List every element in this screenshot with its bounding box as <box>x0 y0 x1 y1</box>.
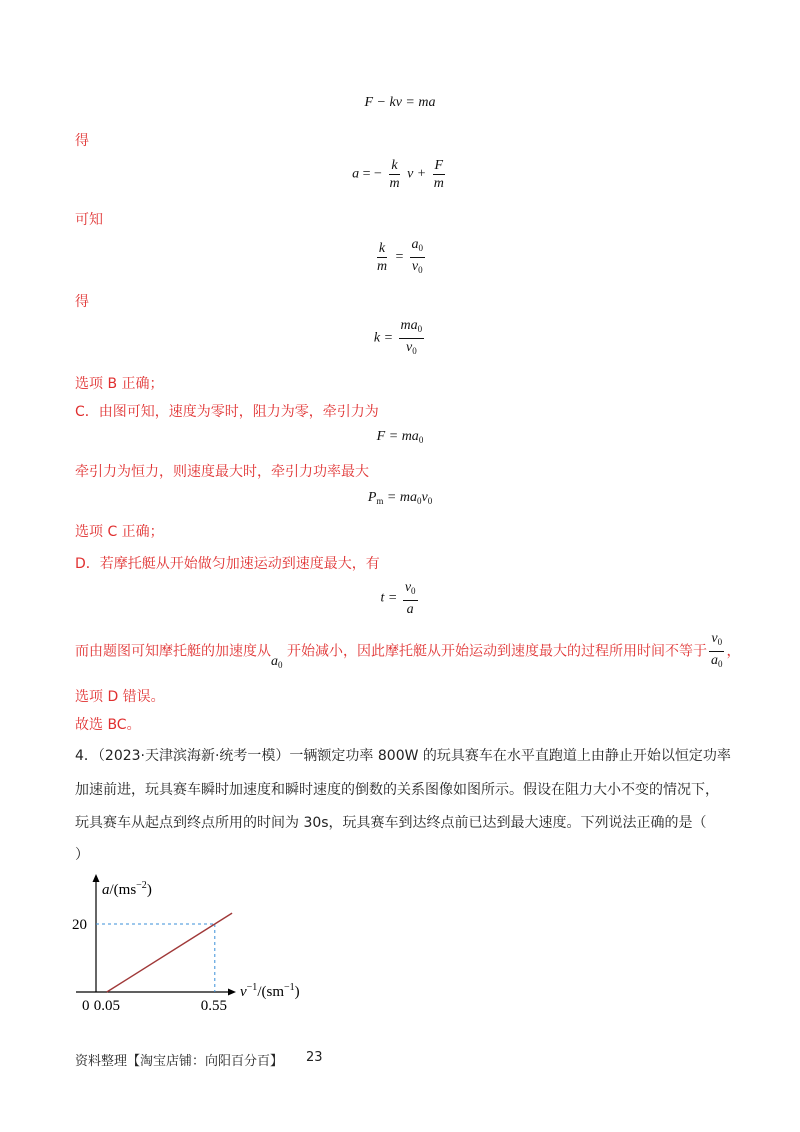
fraction <box>399 318 425 359</box>
eq-lhs: F − kv <box>364 95 402 110</box>
data-line-extension <box>215 913 232 924</box>
question-4-line-1: 4．（2023·天津滨海新·统考一模）一辆额定功率 800W 的玩具赛车在水平直跑道上由静止开始以恒定功率 <box>75 748 731 764</box>
chart-a-vs-inverse-v <box>60 868 340 1018</box>
origin-label: 0 <box>82 998 90 1014</box>
subscript: 0 <box>418 265 423 275</box>
symbol: v <box>405 340 413 355</box>
line-answer: 故选 BC。 <box>75 717 141 733</box>
numerator <box>399 318 425 339</box>
label-kezhi: 可知 <box>75 212 103 228</box>
symbol: a <box>411 237 419 252</box>
equation-k: k = $\frac{ma_0}{v_0}$ <box>0 318 800 359</box>
comma: ， <box>726 643 741 660</box>
eq-op: = − <box>362 166 382 182</box>
equation-newton: F − kv = ma <box>364 95 436 110</box>
fraction <box>403 580 418 617</box>
subscript: m <box>376 496 384 506</box>
line-option-c-constant: 牵引力为恒力，则速度最大时，牵引力功率最大 <box>75 464 369 480</box>
denominator: m <box>376 259 388 274</box>
fraction <box>410 237 426 278</box>
subscript: 0 <box>417 324 423 334</box>
denominator <box>709 652 725 672</box>
fraction <box>432 158 446 191</box>
text-part-1: 而由题图可知摩托艇的加速度从 <box>75 643 271 660</box>
x-axis-label: $v^{-1}/(sm^{-1})$ <box>240 982 300 1000</box>
line-option-c-correct: 选项 C 正确； <box>75 524 164 540</box>
symbol: a <box>710 653 718 668</box>
y-axis-exp: −2 <box>136 880 147 891</box>
line-option-d-wrong: 选项 D 错误。 <box>75 689 165 705</box>
subscript: 0 <box>427 496 433 506</box>
x-tick-label: 0.05 <box>93 998 121 1014</box>
text-part-2: 开始减小，因此摩托艇从开始运动到速度最大的过程所用时间不等于 <box>286 643 707 660</box>
subscript: 0 <box>717 659 723 669</box>
equation-ratio: $\frac{k}{m}$ = $\frac{a_0}{v_0}$ <box>0 237 800 278</box>
subscript: 0 <box>416 496 422 506</box>
eq-lhs: F <box>376 429 386 444</box>
denominator: m <box>433 176 444 191</box>
subscript: 0 <box>418 435 424 445</box>
label-de-1: 得 <box>75 133 89 149</box>
eq-mid: v + <box>407 166 427 182</box>
symbol: v <box>411 259 419 274</box>
equation-time: t = $\frac{v_0}{a}$ <box>380 580 416 617</box>
numerator: F <box>434 158 444 173</box>
x-axis-var: v <box>240 984 247 1000</box>
x-axis-exp: −1 <box>246 982 258 993</box>
subscript: 0 <box>278 659 283 670</box>
eq-lhs: k <box>373 330 381 346</box>
data-line <box>107 924 215 992</box>
eq-lhs: t <box>380 590 385 606</box>
fraction <box>387 158 401 191</box>
line-option-b-correct: 选项 B 正确； <box>75 376 164 392</box>
equation-power: $P_m = ma_0v_0$ <box>367 490 433 506</box>
x-axis-unit: /(sm <box>257 984 284 1000</box>
numerator <box>410 237 426 258</box>
subscript: 0 <box>717 637 723 647</box>
x-axis-arrow <box>228 989 236 996</box>
subscript: 0 <box>418 243 424 253</box>
eq-rhs: ma <box>401 429 419 444</box>
equation-traction: $F = ma_0$ <box>376 429 424 445</box>
inline-fraction <box>709 631 725 672</box>
y-tick-label: 20 <box>72 917 87 933</box>
numerator <box>403 580 418 601</box>
label-de-2: 得 <box>75 294 89 310</box>
footer-source: 资料整理【淘宝店铺：向阳百分百】 <box>75 1054 284 1069</box>
y-axis-arrow <box>93 874 100 882</box>
eq-rhs: ma <box>418 95 436 110</box>
subscript: 0 <box>411 586 416 596</box>
symbol: v <box>404 580 412 595</box>
x-axis-unit-exp: −1 <box>283 982 295 993</box>
symbol: a <box>271 653 278 669</box>
eq-rhs: ma <box>399 490 417 505</box>
line-option-d-intro: D．若摩托艇从开始做匀加速运动到速度最大，有 <box>75 556 380 572</box>
line-option-d-reason <box>75 631 740 672</box>
page-number: 23 <box>306 1050 323 1065</box>
denominator: a <box>406 602 414 617</box>
symbol: ma <box>400 318 418 333</box>
numerator <box>709 631 724 652</box>
numerator: k <box>391 158 398 173</box>
y-axis-var: a <box>102 882 110 898</box>
numerator: k <box>378 241 386 256</box>
equation-acceleration <box>0 158 800 191</box>
y-axis-label: $a/(ms^{-2})$ <box>102 880 152 898</box>
eq-lhs: a <box>352 166 360 182</box>
y-axis-unit: /(ms <box>109 882 137 898</box>
eq-rhs-2: v <box>421 490 428 505</box>
question-4-line-4: ） <box>75 847 89 863</box>
inline-a0 <box>271 654 283 669</box>
question-4-line-3: 玩具赛车从起点到终点所用的时间为 30s，玩具赛车到达终点前已达到最大速度。下列说法正确的是（ <box>75 815 707 831</box>
denominator: m <box>389 176 400 191</box>
eq-lhs: P <box>367 490 377 505</box>
denominator <box>410 258 425 278</box>
line-option-c-intro: C．由图可知，速度为零时，阻力为零，牵引力为 <box>75 404 379 420</box>
subscript: 0 <box>412 346 417 356</box>
symbol: v <box>711 631 718 646</box>
x-tick-label: 0.55 <box>200 998 228 1014</box>
fraction <box>375 241 389 274</box>
question-4-line-2: 加速前进，玩具赛车瞬时加速度和瞬时速度的倒数的关系图像如图所示。假设在阻力大小不变的情况下， <box>75 782 719 798</box>
denominator <box>404 339 419 359</box>
